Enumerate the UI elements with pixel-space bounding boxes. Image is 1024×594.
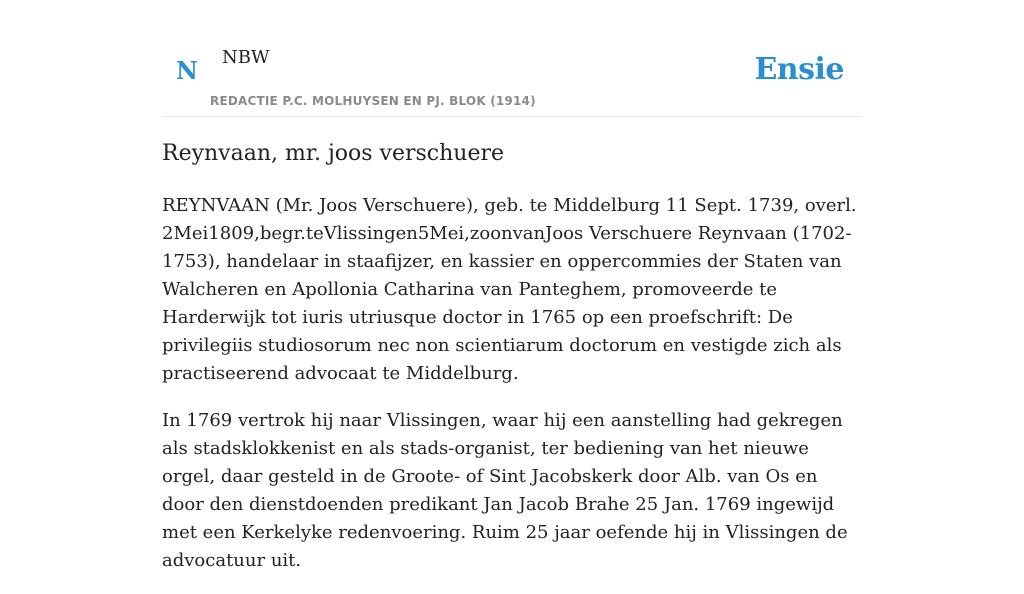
source-name[interactable]: NBW	[222, 47, 270, 68]
site-header	[162, 0, 862, 117]
article-body	[162, 192, 862, 575]
article-paragraph: REYNVAAN (Mr. Joos Verschuere), geb. te Middelburg 11 Sept. 1739, overl. 2Mei1809,begr.teVlissingen5Mei,zoonvanJoos Verschuere Reynvaan (1702-1753), handelaar in staafijzer, en kassier en oppercommies der Staten van Walcheren en Apollonia Catharina van Panteghem, promoveerde te Harderwijk tot iuris utriusque doctor in 1765 op een proefschrift: De privilegiis studiosorum nec non scientiarum doctorum en vestigde zich als practiseerend advocaat te Middelburg.	[162, 195, 857, 384]
article-title: Reynvaan, mr. joos verschuere	[162, 141, 505, 166]
ensie-logo[interactable]: Ensie	[754, 52, 844, 87]
source-logo-letter[interactable]: N	[176, 56, 198, 85]
article-paragraph: In 1769 vertrok hij naar Vlissingen, waar hij een aanstelling had gekregen als stadsklokkenist en als stads-organist, ter bediening van het nieuwe orgel, daar gesteld in de Groote- of Sint Jacobskerk door Alb. van Os en door den dienstdoenden predikant Jan Jacob Brahe 25 Jan. 1769 ingewijd met een Kerkelyke redenvoering. Ruim 25 jaar oefende hij in Vlissingen de advocatuur uit.	[162, 410, 848, 571]
article	[162, 138, 862, 594]
source-editors: REDACTIE P.C. MOLHUYSEN EN PJ. BLOK (1914)	[210, 94, 536, 108]
